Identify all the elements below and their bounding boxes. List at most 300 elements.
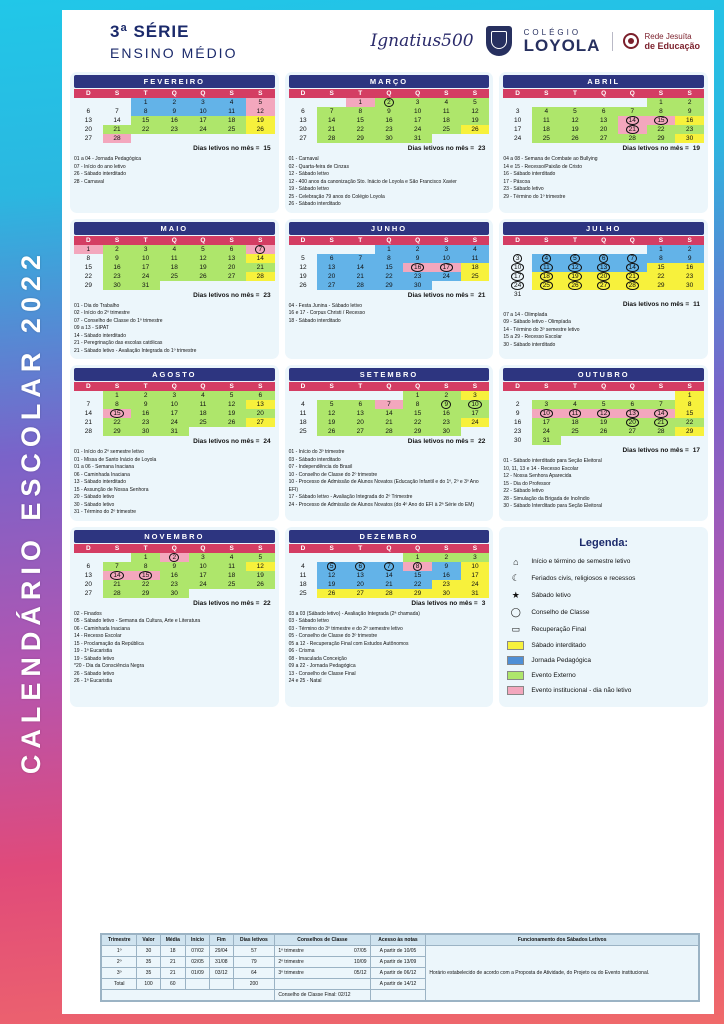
day-cell: 1 bbox=[403, 553, 432, 562]
day-cell: 3 bbox=[532, 400, 561, 409]
empty-cell bbox=[503, 98, 532, 107]
school-days-value: 22 bbox=[263, 599, 271, 607]
weekday-header: D bbox=[289, 236, 318, 245]
day-cell: 3 bbox=[189, 553, 218, 562]
day-cell: 14 bbox=[375, 409, 404, 418]
summary-header-cell: Conselhos de Classe bbox=[275, 935, 370, 946]
day-cell: 9 bbox=[131, 400, 160, 409]
legend-title: Legenda: bbox=[579, 536, 629, 549]
day-cell: 23 bbox=[514, 428, 522, 435]
week-row bbox=[74, 272, 275, 281]
day-cell: 7 bbox=[647, 400, 676, 409]
day-number: 3 bbox=[513, 254, 523, 263]
day-cell: 26 bbox=[589, 427, 618, 436]
week-row bbox=[289, 107, 490, 116]
weekday-header: Q bbox=[403, 236, 432, 245]
legend-label: Evento Externo bbox=[531, 671, 576, 679]
week-row bbox=[74, 553, 275, 562]
month-note: 14 e 15 - Recesso/Paixão de Cristo bbox=[503, 163, 582, 170]
empty-cell bbox=[103, 98, 132, 107]
day-cell bbox=[375, 98, 404, 107]
month-note: 17 - Sábado letivo - Avaliação Integrada do 2º Trimestre bbox=[288, 494, 413, 500]
day-cell: 31 bbox=[532, 436, 561, 445]
weekday-header: S bbox=[461, 382, 490, 391]
logo-group bbox=[371, 26, 700, 56]
month-note: 01 - Missa de Santo Inácio de Loyola bbox=[74, 456, 157, 463]
empty-cell bbox=[532, 245, 561, 254]
day-cell: 19 bbox=[246, 571, 275, 580]
rede-line2: de Educação bbox=[644, 40, 700, 51]
week-row bbox=[503, 418, 704, 427]
empty-cell bbox=[74, 98, 103, 107]
weekday-header: Q bbox=[189, 544, 218, 553]
legend-label: Jornada Pedagógica bbox=[531, 656, 591, 664]
month-note: 14 - Sábado interditado bbox=[74, 332, 126, 339]
day-cell: 2 bbox=[675, 98, 704, 107]
school-days-total bbox=[74, 145, 275, 152]
month-note: 30 - Sábado Interditado para Seção Eleitoral bbox=[503, 503, 603, 509]
weekday-header: D bbox=[503, 382, 532, 391]
empty-cell bbox=[289, 553, 318, 562]
month-note: 23 - Sábado letivo bbox=[503, 186, 544, 192]
week-row bbox=[503, 116, 704, 125]
conselho-data: 05/12 bbox=[354, 970, 367, 976]
day-cell: 8 bbox=[86, 254, 91, 262]
weekday-header: S bbox=[461, 89, 490, 98]
month-table bbox=[289, 544, 490, 598]
day-cell: 24 bbox=[461, 418, 490, 427]
month-note: 20 - Sábado letivo bbox=[74, 494, 115, 500]
day-cell: 19 bbox=[217, 409, 246, 418]
weekday-header: Q bbox=[160, 89, 189, 98]
day-cell bbox=[532, 272, 561, 281]
month-note: 17 - Páscoa bbox=[503, 178, 531, 185]
month-note: 29 - Término do 1º trimestre bbox=[503, 193, 566, 200]
week-row bbox=[503, 272, 704, 281]
day-cell: 29 bbox=[675, 427, 704, 436]
swatch-verde bbox=[507, 671, 524, 680]
day-number: 7 bbox=[627, 254, 637, 263]
empty-cell bbox=[131, 134, 160, 143]
day-cell: 21 bbox=[317, 125, 346, 134]
month-note: 01 - Dia do Trabalho bbox=[74, 302, 120, 309]
conselho-final: Conselho de Classe Final: 02/12 bbox=[275, 990, 370, 1001]
day-cell: 13 bbox=[299, 117, 307, 124]
day-cell: 28 bbox=[317, 134, 346, 143]
day-cell bbox=[532, 409, 561, 418]
school-days-total bbox=[74, 600, 275, 607]
day-cell: 23 bbox=[432, 580, 461, 589]
day-cell: 29 bbox=[403, 589, 432, 598]
day-cell bbox=[647, 409, 676, 418]
legend-row bbox=[507, 686, 700, 695]
day-cell bbox=[375, 562, 404, 571]
day-number: 17 bbox=[440, 263, 453, 272]
day-number: 15 bbox=[139, 571, 152, 580]
conselho-periodo: 2º trimestre bbox=[278, 959, 304, 965]
week-row bbox=[289, 409, 490, 418]
day-number: 24 bbox=[511, 281, 524, 290]
summary-cell-valor: 30 bbox=[137, 946, 160, 957]
week-row bbox=[503, 400, 704, 409]
month-title: OUTUBRO bbox=[503, 368, 704, 381]
day-cell: 5 bbox=[301, 254, 305, 262]
school-days-label: Dias letivos no mês = bbox=[193, 291, 260, 299]
week-row bbox=[289, 272, 490, 281]
month-note: 02 - Início do 2º trimestre bbox=[74, 310, 130, 316]
day-cell: 20 bbox=[317, 272, 346, 281]
day-cell: 4 bbox=[160, 245, 189, 254]
month-notes bbox=[289, 303, 490, 326]
loyola-label: LOYOLA bbox=[523, 36, 601, 55]
weekday-header: D bbox=[289, 382, 318, 391]
weekday-header: T bbox=[561, 382, 590, 391]
day-cell: 16 bbox=[375, 116, 404, 125]
summary-cell-conselho bbox=[275, 957, 370, 968]
day-cell bbox=[618, 254, 647, 263]
month-note: 09 a 13 - SIPAT bbox=[74, 325, 109, 331]
month-table bbox=[503, 89, 704, 143]
weekday-header: Q bbox=[160, 382, 189, 391]
day-cell: 10 bbox=[461, 562, 490, 571]
summary-cell-media: 60 bbox=[160, 979, 185, 990]
empty-cell bbox=[346, 391, 375, 400]
day-cell: 17 bbox=[514, 126, 522, 133]
day-cell: 15 bbox=[131, 116, 160, 125]
day-cell: 12 bbox=[246, 562, 275, 571]
day-cell: 16 bbox=[131, 409, 160, 418]
conselho-data: 07/05 bbox=[354, 948, 367, 954]
day-cell: 25 bbox=[189, 418, 218, 427]
summary-header-cell: Início bbox=[185, 935, 209, 946]
weekday-header: T bbox=[346, 236, 375, 245]
day-cell: 26 bbox=[299, 281, 307, 289]
day-cell: 18 bbox=[217, 116, 246, 125]
day-cell: 25 bbox=[299, 589, 307, 597]
summary-cell-dias: 57 bbox=[233, 946, 275, 957]
day-number: 11 bbox=[569, 409, 582, 418]
day-cell: 17 bbox=[461, 571, 490, 580]
day-cell: 12 bbox=[561, 116, 590, 125]
month-notes bbox=[503, 312, 704, 350]
day-cell bbox=[647, 116, 676, 125]
month-note: 12 - Nossa Senhora Aparecida bbox=[503, 473, 572, 479]
day-number: 17 bbox=[511, 272, 524, 281]
summary-header-cell: Trimestre bbox=[102, 935, 137, 946]
month-card-julho bbox=[499, 219, 708, 360]
day-cell: 1 bbox=[74, 245, 103, 254]
day-cell: 24 bbox=[189, 580, 218, 589]
day-cell: 8 bbox=[647, 107, 676, 116]
day-cell: 9 bbox=[403, 254, 432, 263]
day-cell: 20 bbox=[346, 580, 375, 589]
empty-cell bbox=[246, 589, 275, 598]
month-note: 03 a 03 (Sábado letivo) - Avaliação Integrada (2ª chamada) bbox=[288, 610, 420, 617]
day-cell bbox=[618, 281, 647, 290]
month-note: 02 - Quarta-feira de Cinzas bbox=[288, 163, 349, 170]
day-cell: 24 bbox=[131, 272, 160, 281]
day-cell: 6 bbox=[317, 254, 346, 263]
shield-icon bbox=[486, 26, 512, 56]
weekday-header: Q bbox=[160, 236, 189, 245]
day-cell: 6 bbox=[346, 400, 375, 409]
day-cell: 22 bbox=[403, 418, 432, 427]
day-cell: 10 bbox=[514, 117, 522, 124]
day-cell: 14 bbox=[113, 117, 121, 124]
day-number: 11 bbox=[540, 263, 553, 272]
empty-cell bbox=[346, 245, 375, 254]
weekday-header-row bbox=[503, 89, 704, 98]
weekday-header: Q bbox=[618, 236, 647, 245]
week-row bbox=[74, 116, 275, 125]
empty-cell bbox=[103, 553, 132, 562]
weekday-header: S bbox=[246, 544, 275, 553]
weekday-header: D bbox=[74, 236, 103, 245]
month-note: 13 - Conselho de Classe Final bbox=[288, 670, 356, 677]
weekday-header-row bbox=[74, 236, 275, 245]
month-note: 24 e 25 - Natal bbox=[288, 678, 322, 684]
day-cell: 5 bbox=[461, 98, 490, 107]
week-row bbox=[74, 281, 275, 290]
legend-card bbox=[499, 527, 708, 707]
day-number: 10 bbox=[540, 409, 553, 418]
weekday-header: Q bbox=[589, 236, 618, 245]
empty-cell bbox=[246, 427, 275, 436]
day-number: 28 bbox=[626, 281, 639, 290]
day-cell: 22 bbox=[131, 580, 160, 589]
day-cell: 10 bbox=[432, 254, 461, 263]
day-cell: 22 bbox=[675, 418, 704, 427]
day-cell: 29 bbox=[647, 134, 676, 143]
day-cell: 30 bbox=[103, 281, 132, 290]
month-note: 28 - Carnaval bbox=[74, 178, 105, 185]
weekday-header: S bbox=[647, 236, 676, 245]
summary-cell-dias: 64 bbox=[233, 968, 275, 979]
day-cell: 5 bbox=[189, 245, 218, 254]
school-days-total bbox=[289, 438, 490, 445]
day-cell: 16 bbox=[432, 571, 461, 580]
day-cell: 9 bbox=[103, 254, 132, 263]
weekday-header: S bbox=[432, 544, 461, 553]
day-cell: 4 bbox=[301, 562, 305, 570]
day-cell: 11 bbox=[299, 571, 307, 579]
summary-cell-valor: 35 bbox=[137, 968, 160, 979]
week-row bbox=[74, 98, 275, 107]
weekday-header: T bbox=[131, 89, 160, 98]
weekday-header-row bbox=[503, 382, 704, 391]
empty-cell bbox=[618, 98, 647, 107]
day-number: 21 bbox=[654, 418, 667, 427]
month-note: 01 a 06 - Semana Inaciana bbox=[74, 464, 135, 470]
day-cell: 11 bbox=[217, 562, 246, 571]
weekday-header: Q bbox=[375, 544, 404, 553]
school-days-label: Dias letivos no mês = bbox=[622, 300, 690, 308]
day-cell bbox=[618, 263, 647, 272]
day-cell: 15 bbox=[403, 571, 432, 580]
weekday-header: T bbox=[561, 89, 590, 98]
month-note: 12 - 400 anos da canonização Sto. Inácio de Loyola e São Francisco Xavier bbox=[288, 178, 457, 185]
day-cell: 5 bbox=[246, 98, 275, 107]
day-cell: 19 bbox=[589, 418, 618, 427]
day-cell: 31 bbox=[403, 134, 432, 143]
day-cell: 20 bbox=[346, 418, 375, 427]
weekday-header: S bbox=[317, 89, 346, 98]
day-number: 18 bbox=[540, 272, 553, 281]
empty-cell bbox=[561, 98, 590, 107]
weekday-header: S bbox=[461, 236, 490, 245]
day-cell: 4 bbox=[217, 553, 246, 562]
weekday-header: S bbox=[103, 382, 132, 391]
day-cell: 22 bbox=[103, 418, 132, 427]
empty-cell bbox=[346, 553, 375, 562]
weekday-header-row bbox=[289, 544, 490, 553]
day-cell bbox=[561, 409, 590, 418]
day-number: 13 bbox=[626, 409, 639, 418]
month-card-agosto bbox=[70, 365, 279, 521]
weekday-header: S bbox=[103, 236, 132, 245]
day-cell: 3 bbox=[432, 245, 461, 254]
day-cell: 4 bbox=[461, 245, 490, 254]
weekday-header: T bbox=[346, 89, 375, 98]
legend-row bbox=[507, 624, 700, 635]
day-cell: 8 bbox=[675, 400, 704, 409]
summary-header-cell: Média bbox=[160, 935, 185, 946]
empty-cell bbox=[375, 553, 404, 562]
weekday-header: S bbox=[675, 382, 704, 391]
month-note: 26 - Sábado interditado bbox=[74, 171, 126, 177]
week-row bbox=[74, 107, 275, 116]
empty-cell bbox=[589, 436, 618, 445]
day-cell: 21 bbox=[375, 580, 404, 589]
week-row bbox=[289, 589, 490, 598]
month-note: 09 a 22 - Jornada Pedagógica bbox=[288, 663, 356, 669]
day-cell: 11 bbox=[532, 116, 561, 125]
day-cell: 5 bbox=[561, 107, 590, 116]
day-cell: 11 bbox=[299, 410, 307, 417]
day-cell: 2 bbox=[515, 401, 520, 408]
empty-cell bbox=[589, 290, 618, 299]
weekday-header: Q bbox=[589, 382, 618, 391]
empty-cell bbox=[317, 391, 346, 400]
month-note: 10 - Processo de Admissão de Alunos Novatos (Educação Infantil e do 1º, 2º e 3º Ano EFI) bbox=[288, 479, 479, 493]
colegio-label: COLÉGIO bbox=[523, 28, 582, 37]
day-cell: 16 bbox=[160, 571, 189, 580]
weekday-header: S bbox=[647, 89, 676, 98]
day-cell: 8 bbox=[647, 254, 676, 263]
empty-cell bbox=[317, 245, 346, 254]
month-note: 22 - Sábado letivo bbox=[503, 488, 544, 494]
weekday-header: S bbox=[432, 236, 461, 245]
day-cell: 6 bbox=[246, 391, 275, 400]
day-cell: 24 bbox=[403, 125, 432, 134]
month-note: 19 - Sábado letivo bbox=[74, 655, 115, 662]
swatch-azul bbox=[507, 656, 524, 665]
summary-cell-acesso: A partir de 06/12 bbox=[370, 968, 426, 979]
day-cell: 19 bbox=[189, 263, 218, 272]
day-cell: 23 bbox=[131, 418, 160, 427]
day-cell: 21 bbox=[375, 418, 404, 427]
day-cell: 21 bbox=[84, 419, 92, 426]
month-card-abril bbox=[499, 72, 708, 213]
week-row bbox=[74, 254, 275, 263]
day-cell bbox=[346, 562, 375, 571]
week-row bbox=[289, 245, 490, 254]
day-cell: 24 bbox=[461, 580, 490, 589]
day-cell: 17 bbox=[532, 418, 561, 427]
month-card-setembro bbox=[285, 365, 494, 521]
day-cell: 26 bbox=[461, 125, 490, 134]
weekday-header: Q bbox=[618, 89, 647, 98]
day-cell bbox=[103, 571, 132, 580]
day-cell: 16 bbox=[675, 263, 704, 272]
month-note: 01 - Início do 2º semestre letivo bbox=[74, 449, 144, 455]
month-note: 07 - Independência do Brasil bbox=[288, 464, 353, 470]
legend-row bbox=[507, 573, 700, 584]
month-table bbox=[74, 89, 275, 143]
rede-mark-icon bbox=[623, 33, 639, 49]
day-cell: 8 bbox=[131, 107, 160, 116]
week-row bbox=[503, 98, 704, 107]
day-cell: 6 bbox=[86, 562, 91, 570]
day-cell: 15 bbox=[647, 263, 676, 272]
month-table bbox=[289, 382, 490, 436]
month-title: JUNHO bbox=[289, 222, 490, 235]
summary-table-header-row bbox=[102, 935, 699, 946]
weekday-header-row bbox=[289, 236, 490, 245]
week-row bbox=[503, 245, 704, 254]
day-cell bbox=[618, 272, 647, 281]
summary-cell-inicio: 07/02 bbox=[185, 946, 209, 957]
empty-cell bbox=[289, 98, 318, 107]
month-note: 10 - Conselho de Classe do 2º trimestre bbox=[288, 471, 378, 478]
day-cell: 3 bbox=[160, 391, 189, 400]
day-cell: 28 bbox=[246, 272, 275, 281]
month-note: 07 - Conselho de Classe do 1º trimestre bbox=[74, 317, 163, 324]
day-cell: 18 bbox=[561, 418, 590, 427]
month-note: 21 - Peregrinação das escolas católicas bbox=[74, 340, 163, 346]
day-cell: 28 bbox=[103, 134, 132, 143]
day-cell: 22 bbox=[84, 272, 92, 280]
month-note: 24 - Processo de Admissão de Alunos Novatos (do 4º Ano do EFI à 2ª Série do EM) bbox=[288, 501, 475, 508]
day-number: 12 bbox=[597, 409, 610, 418]
month-note: 06 - Crisma bbox=[288, 648, 315, 654]
week-row bbox=[503, 290, 704, 299]
day-cell: 30 bbox=[432, 589, 461, 598]
day-number: 25 bbox=[540, 281, 553, 290]
weekday-header: Q bbox=[589, 89, 618, 98]
weekday-header: D bbox=[289, 89, 318, 98]
day-cell: 1 bbox=[675, 391, 704, 400]
day-cell: 5 bbox=[589, 400, 618, 409]
school-days-total bbox=[289, 600, 490, 607]
summary-cell-fim: 29/04 bbox=[210, 946, 233, 957]
vertical-title-text: CALENDÁRIO ESCOLAR 2022 bbox=[15, 249, 46, 775]
month-note: 26 - 1ª Eucaristia bbox=[74, 678, 112, 684]
weekday-header: S bbox=[217, 89, 246, 98]
day-cell: 23 bbox=[160, 125, 189, 134]
month-note: 03 - Término do 3º trimestre e do 2º semestre letivo bbox=[288, 625, 403, 632]
weekday-header: S bbox=[246, 382, 275, 391]
day-number: 8 bbox=[413, 562, 423, 571]
month-title: JULHO bbox=[503, 222, 704, 235]
weekday-header: S bbox=[675, 236, 704, 245]
week-row bbox=[503, 263, 704, 272]
empty-cell bbox=[503, 245, 532, 254]
day-cell bbox=[403, 562, 432, 571]
week-row bbox=[74, 589, 275, 598]
day-cell: 13 bbox=[317, 263, 346, 272]
weekday-header: Q bbox=[375, 382, 404, 391]
